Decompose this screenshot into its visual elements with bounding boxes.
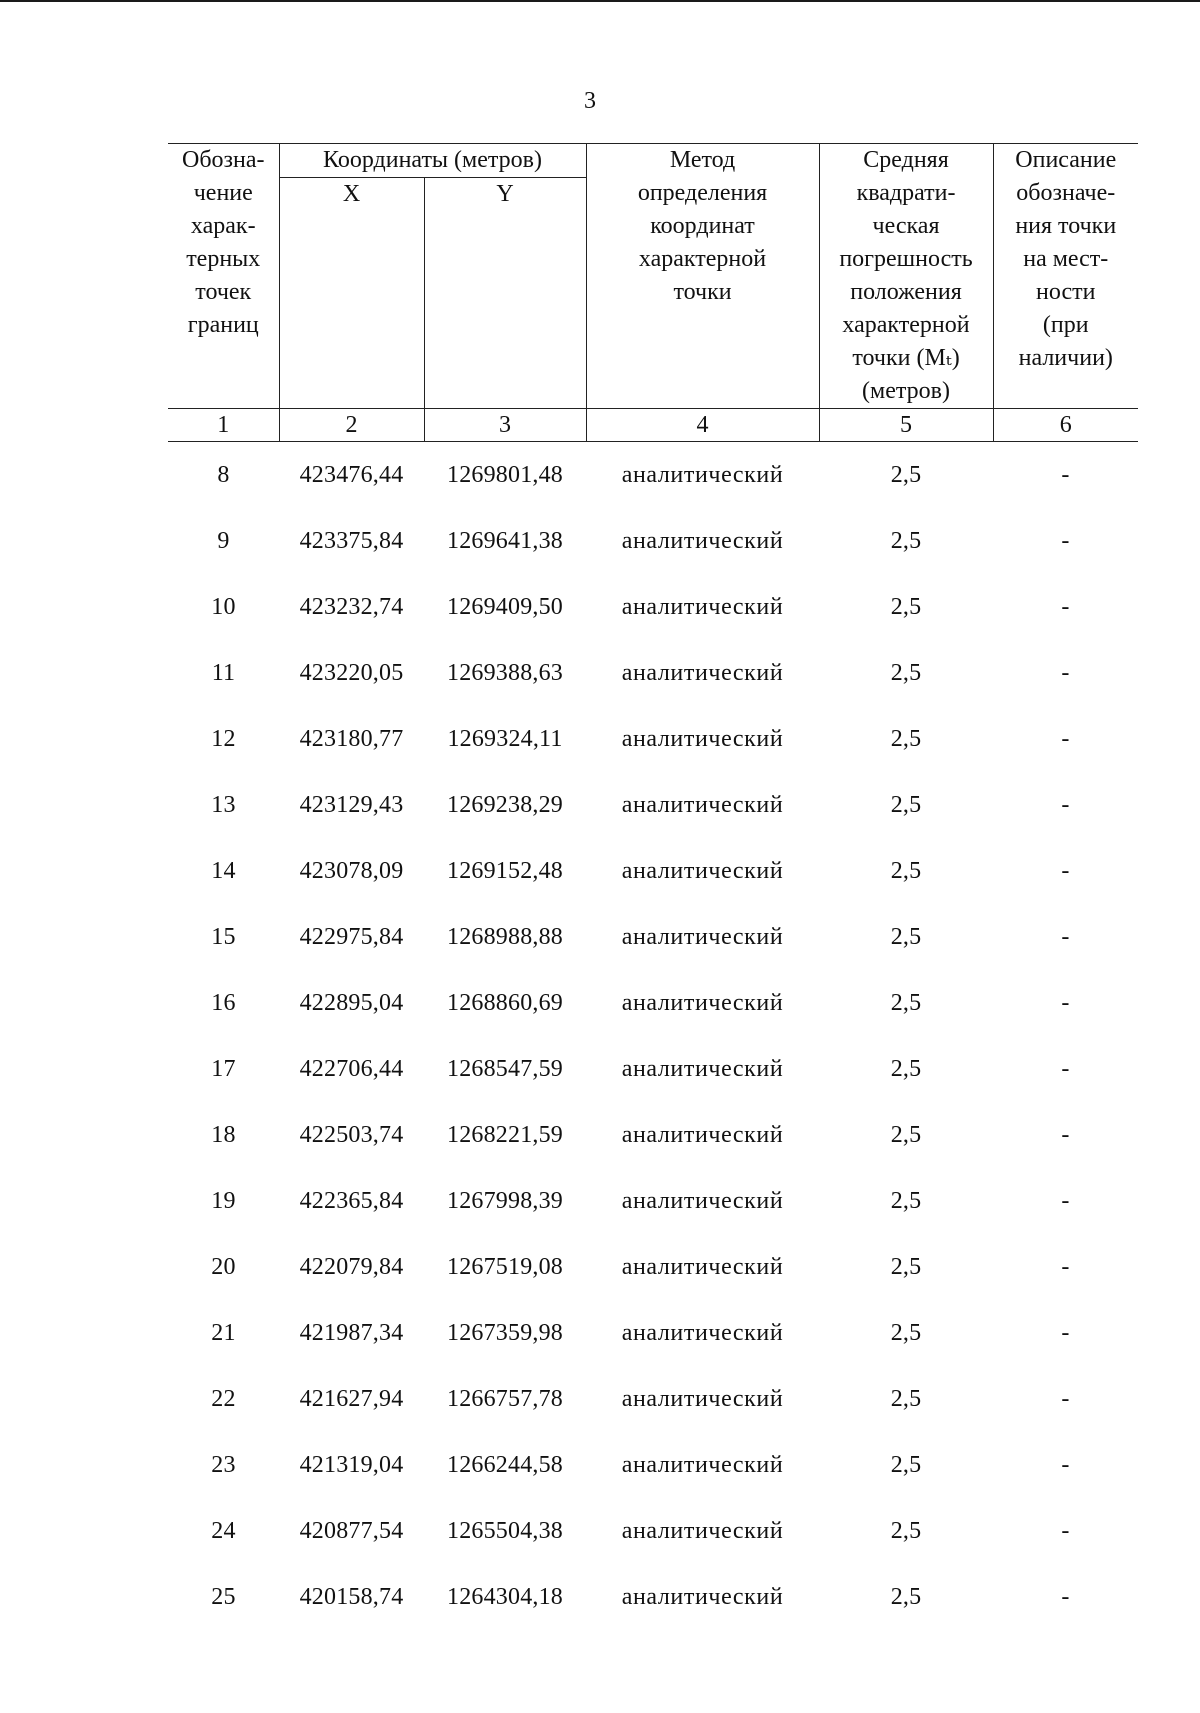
point-number: 9 (217, 527, 230, 554)
coord-y: 1267998,39 (447, 1187, 563, 1214)
mean-square-error: 2,5 (890, 1385, 922, 1412)
mean-square-error: 2,5 (890, 1517, 922, 1544)
table-row (168, 1102, 1138, 1168)
coord-y: 1266757,78 (447, 1385, 563, 1412)
table-row (168, 1366, 1138, 1432)
mean-square-error: 2,5 (890, 1121, 922, 1148)
coord-x: 423180,77 (299, 725, 404, 752)
point-description: - (1061, 461, 1070, 488)
point-number: 25 (211, 1583, 236, 1610)
method: аналитический (621, 461, 784, 488)
column-number: 6 (993, 409, 1138, 442)
method: аналитический (621, 527, 784, 554)
coord-y: 1266244,58 (447, 1451, 563, 1478)
table-row (168, 1036, 1138, 1102)
table-row (168, 508, 1138, 574)
coord-y: 1269409,50 (447, 593, 563, 620)
point-description: - (1061, 791, 1070, 818)
table-row (168, 574, 1138, 640)
mean-square-error: 2,5 (890, 725, 922, 752)
point-number: 20 (211, 1253, 236, 1280)
mean-square-error: 2,5 (890, 989, 922, 1016)
point-number: 11 (211, 659, 236, 686)
coord-x: 421627,94 (299, 1385, 404, 1412)
point-number: 10 (211, 593, 236, 620)
coord-x: 423220,05 (299, 659, 404, 686)
point-description: - (1061, 1517, 1070, 1544)
table-row (168, 1432, 1138, 1498)
method: аналитический (621, 1055, 784, 1082)
point-description: - (1061, 593, 1070, 620)
mean-square-error: 2,5 (890, 1055, 922, 1082)
method: аналитический (621, 1517, 784, 1544)
mean-square-error: 2,5 (890, 659, 922, 686)
column-number-row (168, 409, 1138, 442)
column-number: 4 (586, 409, 819, 442)
coord-y: 1268860,69 (447, 989, 563, 1016)
table-row (168, 1300, 1138, 1366)
point-number: 13 (211, 791, 236, 818)
coord-y: 1269801,48 (447, 461, 563, 488)
coord-x: 420877,54 (299, 1517, 404, 1544)
table-row (168, 442, 1138, 509)
point-number: 16 (211, 989, 236, 1016)
table-row (168, 970, 1138, 1036)
method: аналитический (621, 1385, 784, 1412)
point-number: 14 (211, 857, 236, 884)
coord-x: 423078,09 (299, 857, 404, 884)
table-row (168, 1498, 1138, 1564)
point-number: 19 (211, 1187, 236, 1214)
table-body (168, 442, 1138, 1631)
coord-x: 422706,44 (299, 1055, 404, 1082)
column-number: 2 (279, 409, 424, 442)
header-x: X (279, 178, 424, 409)
mean-square-error: 2,5 (890, 1451, 922, 1478)
method: аналитический (621, 659, 784, 686)
coord-y: 1265504,38 (447, 1517, 563, 1544)
coord-x: 423476,44 (299, 461, 404, 488)
coord-y: 1269641,38 (447, 527, 563, 554)
mean-square-error: 2,5 (890, 1253, 922, 1280)
method: аналитический (621, 989, 784, 1016)
point-description: - (1061, 725, 1070, 752)
page-top-edge (0, 0, 1200, 2)
point-number: 8 (217, 461, 230, 488)
boundary-points-table (168, 143, 1138, 1630)
coord-x: 421319,04 (299, 1451, 404, 1478)
point-description: - (1061, 1187, 1070, 1214)
column-number: 1 (168, 409, 279, 442)
column-number: 5 (819, 409, 993, 442)
coord-x: 420158,74 (299, 1583, 404, 1610)
table-header-row (168, 144, 1138, 178)
coord-x: 422975,84 (299, 923, 404, 950)
point-number: 23 (211, 1451, 236, 1478)
point-description: - (1061, 857, 1070, 884)
method: аналитический (621, 923, 784, 950)
mean-square-error: 2,5 (890, 923, 922, 950)
table-row (168, 1168, 1138, 1234)
method: аналитический (621, 1121, 784, 1148)
coord-y: 1269152,48 (447, 857, 563, 884)
point-description: - (1061, 659, 1070, 686)
method: аналитический (621, 857, 784, 884)
coord-x: 422079,84 (299, 1253, 404, 1280)
coord-y: 1268547,59 (447, 1055, 563, 1082)
header-description: Описание обозначе- ния точки на мест- ности (при наличии) (993, 144, 1138, 409)
column-number: 3 (424, 409, 586, 442)
point-description: - (1061, 1319, 1070, 1346)
table-row (168, 838, 1138, 904)
method: аналитический (621, 1583, 784, 1610)
header-error: Средняя квадрати- ческая погрешность положения характерной точки (Mₜ) (метров) (819, 144, 993, 409)
point-number: 12 (211, 725, 236, 752)
coord-x: 423129,43 (299, 791, 404, 818)
coord-x: 423375,84 (299, 527, 404, 554)
coord-x: 422365,84 (299, 1187, 404, 1214)
coord-y: 1268221,59 (447, 1121, 563, 1148)
mean-square-error: 2,5 (890, 593, 922, 620)
coord-y: 1269324,11 (447, 725, 563, 752)
coord-y: 1269238,29 (447, 791, 563, 818)
point-number: 24 (211, 1517, 236, 1544)
point-number: 15 (211, 923, 236, 950)
mean-square-error: 2,5 (890, 527, 922, 554)
method: аналитический (621, 1319, 784, 1346)
point-number: 18 (211, 1121, 236, 1148)
point-description: - (1061, 527, 1070, 554)
table-row (168, 640, 1138, 706)
point-description: - (1061, 1055, 1070, 1082)
table-row (168, 772, 1138, 838)
point-number: 22 (211, 1385, 236, 1412)
header-method: Метод определения координат характерной точки (586, 144, 819, 409)
coord-x: 423232,74 (299, 593, 404, 620)
table-row (168, 706, 1138, 772)
mean-square-error: 2,5 (890, 461, 922, 488)
point-description: - (1061, 1583, 1070, 1610)
table-row (168, 1234, 1138, 1300)
method: аналитический (621, 1187, 784, 1214)
method: аналитический (621, 1253, 784, 1280)
point-number: 17 (211, 1055, 236, 1082)
point-description: - (1061, 1385, 1070, 1412)
coord-y: 1264304,18 (447, 1583, 563, 1610)
coord-x: 421987,34 (299, 1319, 404, 1346)
mean-square-error: 2,5 (890, 857, 922, 884)
method: аналитический (621, 791, 784, 818)
mean-square-error: 2,5 (890, 1187, 922, 1214)
mean-square-error: 2,5 (890, 791, 922, 818)
table-row (168, 1564, 1138, 1630)
mean-square-error: 2,5 (890, 1319, 922, 1346)
method: аналитический (621, 1451, 784, 1478)
point-description: - (1061, 923, 1070, 950)
coord-x: 422895,04 (299, 989, 404, 1016)
page-number: 3 (584, 88, 596, 114)
method: аналитический (621, 725, 784, 752)
point-description: - (1061, 1253, 1070, 1280)
coord-y: 1267359,98 (447, 1319, 563, 1346)
coord-y: 1269388,63 (447, 659, 563, 686)
coord-y: 1267519,08 (447, 1253, 563, 1280)
header-coordinates: Координаты (метров) (279, 144, 586, 178)
coord-x: 422503,74 (299, 1121, 404, 1148)
point-description: - (1061, 989, 1070, 1016)
method: аналитический (621, 593, 784, 620)
point-number: 21 (211, 1319, 236, 1346)
point-description: - (1061, 1121, 1070, 1148)
mean-square-error: 2,5 (890, 1583, 922, 1610)
header-designation: Обозна- чение харак- терных точек границ (168, 144, 279, 409)
coord-y: 1268988,88 (447, 923, 563, 950)
table-row (168, 904, 1138, 970)
header-y: Y (424, 178, 586, 409)
point-description: - (1061, 1451, 1070, 1478)
